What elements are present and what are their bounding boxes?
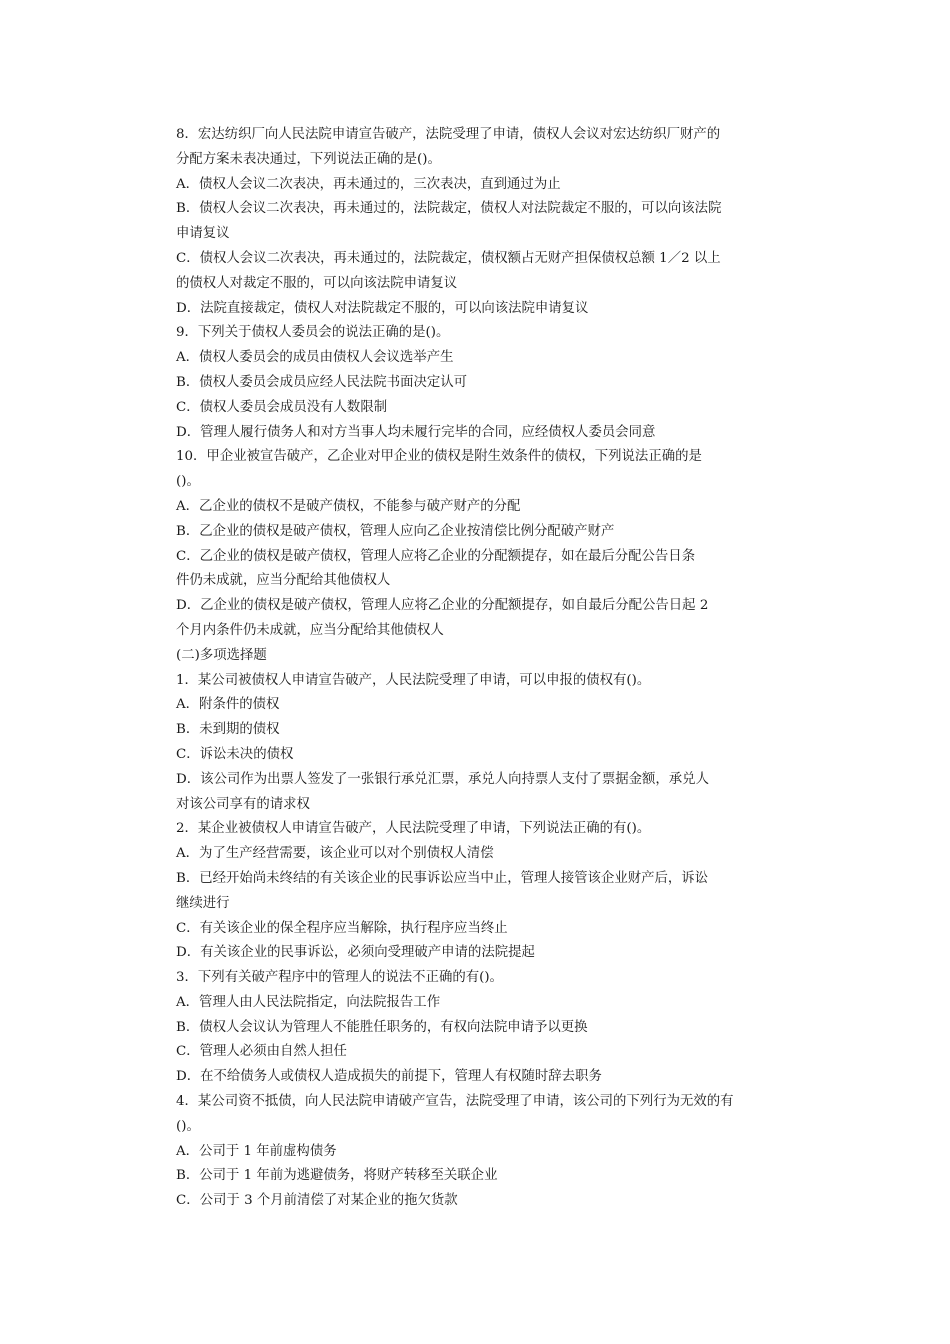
document-body bbox=[176, 123, 786, 1214]
question-9-option-c: C．债权人委员会成员没有人数限制 bbox=[176, 399, 388, 415]
question-10-stem: 10．甲企业被宣告破产，乙企业对甲企业的债权是附生效条件的债权，下列说法正确的是 bbox=[176, 449, 702, 465]
mc-question-2-option-b-cont: 继续进行 bbox=[176, 895, 230, 911]
question-8-stem-cont: 分配方案未表决通过，下列说法正确的是()。 bbox=[176, 151, 441, 167]
question-9-stem: 9．下列关于债权人委员会的说法正确的是()。 bbox=[176, 325, 450, 341]
mc-question-4-option-a: A．公司于 1 年前虚构债务 bbox=[176, 1143, 337, 1159]
question-10-option-b: B．乙企业的债权是破产债权，管理人应向乙企业按清偿比例分配破产财产 bbox=[176, 523, 615, 539]
mc-question-4-option-c: C．公司于 3 个月前清偿了对某企业的拖欠货款 bbox=[176, 1193, 458, 1209]
mc-question-3-option-b: B．债权人会议认为管理人不能胜任职务的，有权向法院申请予以更换 bbox=[176, 1019, 588, 1035]
question-8-option-d: D．法院直接裁定，债权人对法院裁定不服的，可以向该法院申请复议 bbox=[176, 300, 589, 316]
mc-question-3-stem: 3．下列有关破产程序中的管理人的说法不正确的有()。 bbox=[176, 970, 503, 986]
question-8-option-b-cont: 申请复议 bbox=[176, 226, 230, 242]
question-8-stem: 8．宏达纺织厂向人民法院申请宣告破产，法院受理了申请，债权人会议对宏达纺织厂财产的 bbox=[176, 127, 721, 142]
question-10-option-d-cont: 个月内条件仍未成就，应当分配给其他债权人 bbox=[176, 622, 444, 638]
question-9-option-b: B．债权人委员会成员应经人民法院书面决定认可 bbox=[176, 374, 468, 390]
mc-question-1-option-a: A．附条件的债权 bbox=[176, 697, 280, 713]
question-8-option-c: C．债权人会议二次表决，再未通过的，法院裁定，债权额占无财产担保债权总额 1／2 以上 bbox=[176, 250, 721, 266]
question-8-option-b: B．债权人会议二次表决，再未通过的，法院裁定，债权人对法院裁定不服的，可以向该法院 bbox=[176, 201, 722, 217]
mc-question-2-option-b: B．已经开始尚未终结的有关该企业的民事诉讼应当中止，管理人接管该企业财产后，诉讼 bbox=[176, 870, 709, 886]
question-10-option-c: C．乙企业的债权是破产债权，管理人应将乙企业的分配额提存，如在最后分配公告日条 bbox=[176, 548, 696, 564]
mc-question-4-stem: 4．某公司资不抵债，向人民法院申请破产宣告，法院受理了申请，该公司的下列行为无效的有 bbox=[176, 1094, 734, 1110]
mc-question-2-option-d: D．有关该企业的民事诉讼，必须向受理破产申请的法院提起 bbox=[176, 945, 535, 961]
mc-question-1-option-d-cont: 对该公司享有的请求权 bbox=[176, 796, 310, 812]
question-10-option-d: D．乙企业的债权是破产债权，管理人应将乙企业的分配额提存，如自最后分配公告日起 2 bbox=[176, 598, 709, 614]
mc-question-2-stem: 2．某企业被债权人申请宣告破产，人民法院受理了申请，下列说法正确的有()。 bbox=[176, 821, 651, 837]
question-10-option-a: A．乙企业的债权不是破产债权，不能参与破产财产的分配 bbox=[176, 498, 521, 514]
mc-question-3-option-c: C．管理人必须由自然人担任 bbox=[176, 1044, 347, 1060]
question-10-stem-cont: ()。 bbox=[176, 474, 200, 490]
mc-question-4-option-b: B．公司于 1 年前为逃避债务，将财产转移至关联企业 bbox=[176, 1168, 498, 1184]
question-9-option-a: A．债权人委员会的成员由债权人会议选举产生 bbox=[176, 350, 454, 366]
question-8-option-a: A．债权人会议二次表决，再未通过的，三次表决，直到通过为止 bbox=[176, 176, 561, 192]
question-10-option-c-cont: 件仍未成就，应当分配给其他债权人 bbox=[176, 573, 391, 589]
question-8-option-c-cont: 的债权人对裁定不服的，可以向该法院申请复议 bbox=[176, 275, 458, 291]
mc-question-1-option-c: C．诉讼未决的债权 bbox=[176, 746, 294, 762]
mc-question-1-stem: 1．某公司被债权人申请宣告破产，人民法院受理了申请，可以申报的债权有()。 bbox=[176, 672, 651, 688]
mc-question-3-option-d: D．在不给债务人或债权人造成损失的前提下，管理人有权随时辞去职务 bbox=[176, 1069, 602, 1085]
mc-question-4-stem-cont: ()。 bbox=[176, 1118, 200, 1134]
mc-question-3-option-a: A．管理人由人民法院指定，向法院报告工作 bbox=[176, 994, 441, 1010]
section-heading-multiple-choice: (二)多项选择题 bbox=[176, 647, 267, 663]
mc-question-2-option-c: C．有关该企业的保全程序应当解除，执行程序应当终止 bbox=[176, 920, 508, 936]
mc-question-1-option-b: B．未到期的债权 bbox=[176, 722, 280, 738]
question-9-option-d: D．管理人履行债务人和对方当事人均未履行完毕的合同，应经债权人委员会同意 bbox=[176, 424, 656, 440]
mc-question-1-option-d: D．该公司作为出票人签发了一张银行承兑汇票，承兑人向持票人支付了票据金额，承兑人 bbox=[176, 771, 709, 787]
mc-question-2-option-a: A．为了生产经营需要，该企业可以对个别债权人清偿 bbox=[176, 846, 494, 862]
